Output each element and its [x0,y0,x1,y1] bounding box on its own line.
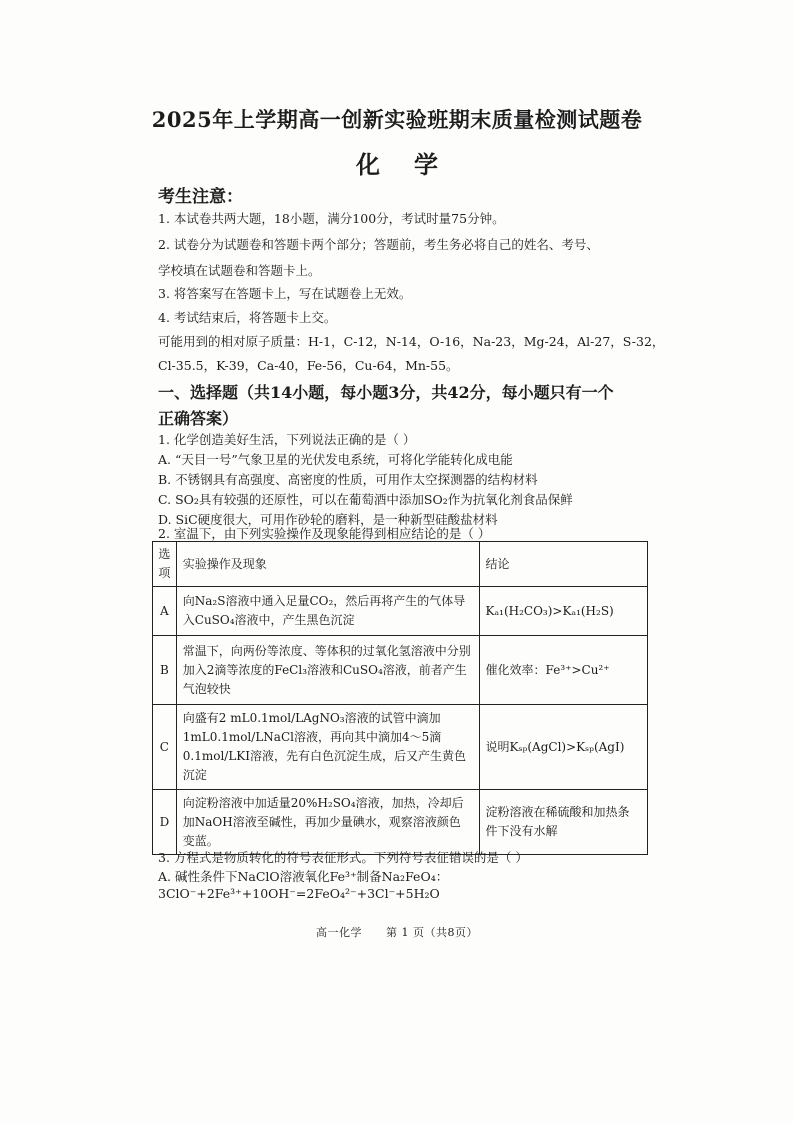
header-procedure: 实验操作及现象 [176,542,479,587]
question-1-option-a: A. “天目一号”气象卫星的光伏发电系统，可将化学能转化成电能 [158,452,513,467]
row-conclusion: Kₐ₁(H₂CO₃)>Kₐ₁(H₂S) [479,587,647,636]
notice-item: 1. 本试卷共两大题，18小题，满分100分，考试时量75分钟。 [158,211,505,226]
table-row [153,705,648,790]
table-row [153,636,648,705]
question-3-option-a: A. 碱性条件下NaClO溶液氧化Fe³⁺制备Na₂FeO₄： [158,869,449,884]
row-conclusion: 说明Kₛₚ(AgCl)>Kₛₚ(AgI) [479,705,647,790]
table-header-row [153,542,648,587]
row-procedure: 向盛有2 mL0.1mol/LAgNO₃溶液的试管中滴加1mL0.1mol/LNaCl溶液，再向其中滴加4～5滴0.1mol/LKI溶液，先有白色沉淀生成，后又产生黄色沉淀 [176,705,479,790]
row-option: A [153,587,177,636]
section-heading: 一、选择题（共14小题，每小题3分，共42分，每小题只有一个 [158,383,614,402]
section-heading-cont: 正确答案） [158,409,239,428]
row-procedure: 向淀粉溶液中加适量20%H₂SO₄溶液，加热，冷却后加NaOH溶液至碱性，再加少量碘水，观察溶液颜色变蓝。 [176,790,479,855]
subject-title: 化学 [356,150,472,179]
notice-item: 4. 考试结束后，将答题卡上交。 [158,310,337,325]
page-footer [0,924,794,940]
question-1-stem: 1. 化学创造美好生活，下列说法正确的是（ ） [158,432,416,447]
question-1-option-b: B. 不锈钢具有高强度、高密度的性质，可用作太空探测器的结构材料 [158,472,538,487]
question-1-option-c: C. SO₂具有较强的还原性，可以在葡萄酒中添加SO₂作为抗氧化剂食品保鲜 [158,492,573,507]
header-option: 选项 [153,542,177,587]
table-row [153,587,648,636]
footer-subject: 高一化学 [316,926,362,939]
notice-item: 学校填在试题卷和答题卡上。 [158,263,321,278]
row-option: B [153,636,177,705]
notice-item: 3. 将答案写在答题卡上，写在试题卷上无效。 [158,286,412,301]
exam-title: 2025年上学期高一创新实验班期末质量检测试题卷 [151,107,643,132]
row-conclusion: 淀粉溶液在稀硫酸和加热条件下没有水解 [479,790,647,855]
question-3-equation: 3ClO⁻+2Fe³⁺+10OH⁻=2FeO₄²⁻+3Cl⁻+5H₂O [158,886,440,901]
experiment-table [152,541,648,855]
notice-item: 2. 试卷分为试题卷和答题卡两个部分；答题前，考生务必将自己的姓名、考号、 [158,237,599,252]
question-3-stem: 3. 方程式是物质转化的符号表征形式。下列符号表征错误的是（ ） [158,850,528,865]
question-1-option-d: D. SiC硬度很大，可用作砂轮的磨料，是一种新型硅酸盐材料 [158,512,498,527]
question-2-stem: 2. 室温下，由下列实验操作及现象能得到相应结论的是（ ） [158,526,491,541]
header-conclusion: 结论 [479,542,647,587]
row-procedure: 常温下，向两份等浓度、等体积的过氧化氢溶液中分别加入2滴等浓度的FeCl₃溶液和CuSO₄溶液，前者产生气泡较快 [176,636,479,705]
atomic-mass-line: 可能用到的相对原子质量：H-1，C-12，N-14，O-16，Na-23，Mg-24，Al-27，S-32， [158,334,665,349]
notice-heading: 考生注意： [158,187,243,207]
row-option: D [153,790,177,855]
row-option: C [153,705,177,790]
row-conclusion: 催化效率：Fe³⁺>Cu²⁺ [479,636,647,705]
atomic-mass-line: Cl-35.5，K-39，Ca-40，Fe-56，Cu-64，Mn-55。 [158,358,459,373]
row-procedure: 向Na₂S溶液中通入足量CO₂，然后再将产生的气体导入CuSO₄溶液中，产生黑色沉淀 [176,587,479,636]
footer-page-number: 第 1 页（共8页） [386,926,478,939]
table-row [153,790,648,855]
